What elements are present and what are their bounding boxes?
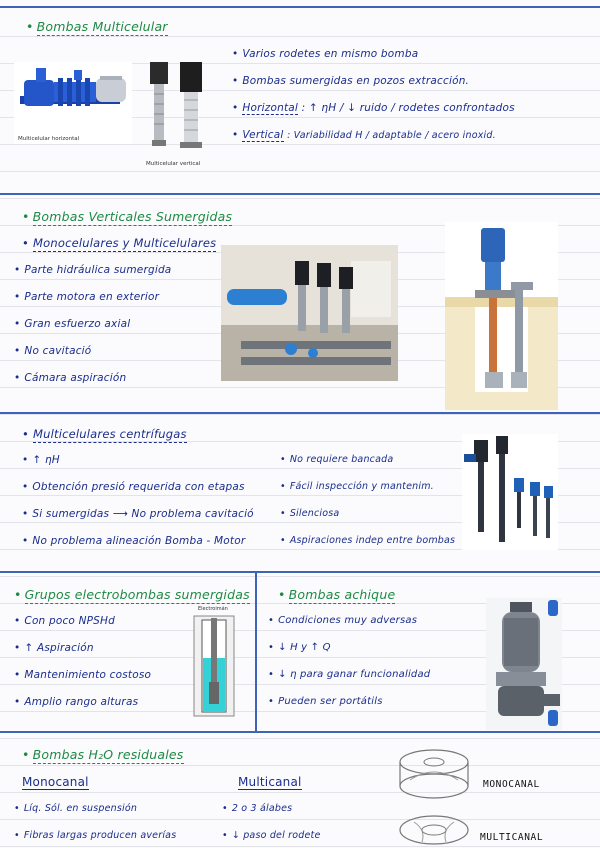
figure-caption: Multicelular vertical: [146, 161, 201, 167]
bullet-item: • Con poco NPSHd: [14, 615, 115, 627]
bullet-item: • ↓ H y ↑ Q: [268, 642, 331, 653]
monochannel-impeller-drawing: [396, 744, 472, 804]
drainage-pump-image: [486, 598, 562, 730]
bullet-item: • No cavitació: [14, 345, 92, 357]
section-divider: [0, 6, 600, 8]
figure-caption: Electroimán: [198, 606, 228, 612]
section-title: • Bombas achique: [278, 587, 396, 602]
figure-caption: Multicelular horizontal: [18, 136, 80, 142]
bullet-item: • No requiere bancada: [280, 454, 394, 465]
bullet-item: • Parte motora en exterior: [14, 291, 160, 303]
bullet-item: • ↑ ηH: [22, 454, 60, 466]
bullet-item: • Bombas sumergidas en pozos extracción.: [232, 75, 470, 87]
section-divider: [0, 193, 600, 195]
section-divider: [0, 731, 600, 733]
section-title: • Bombas H₂O residuales: [22, 747, 184, 762]
bullet-item: • Mantenimiento costoso: [14, 669, 152, 681]
bullet-item: • Varios rodetes en mismo bomba: [232, 48, 419, 60]
section-title: • Bombas Multicelular: [26, 19, 168, 34]
section-divider: [0, 571, 600, 573]
bullet-item: • ↓ η para ganar funcionalidad: [268, 669, 431, 680]
centrifugal-pumps-image: [462, 434, 558, 550]
vertical-submerged-pump-diagram: [445, 222, 558, 410]
monochannel-label: MONOCANAL: [483, 779, 540, 790]
bullet-item: • Amplio rango alturas: [14, 696, 139, 708]
bullet-item: • Si sumergidas ⟶ No problema cavitació: [22, 508, 254, 520]
section-title: • Multicelulares centrífugas: [22, 427, 187, 441]
bullet-item: • Pueden ser portátils: [268, 696, 383, 707]
pump-station-photo: [221, 245, 398, 381]
bullet-item: • Líq. Sól. en suspensión: [14, 803, 138, 814]
column-title: Monocanal: [22, 775, 89, 789]
bullet-item: • Condiciones muy adversas: [268, 615, 418, 626]
section-divider: [0, 412, 600, 414]
bullet-item: • Gran esfuerzo axial: [14, 318, 131, 330]
section-subtitle: • Monocelulares y Multicelulares: [22, 236, 217, 250]
horizontal-multistage-pump-image: [14, 62, 132, 144]
bullet-item: • Fibras largas producen averías: [14, 830, 177, 841]
bullet-item: • 2 o 3 álabes: [222, 803, 293, 814]
bullet-item: • Silenciosa: [280, 508, 340, 519]
submersible-borehole-diagram: [192, 606, 236, 718]
multichannel-label: MULTICANAL: [480, 832, 544, 843]
section-title: • Grupos electrobombas sumergidas: [14, 587, 250, 602]
bullet-item: • Cámara aspiración: [14, 372, 127, 384]
column-title: Multicanal: [238, 775, 302, 789]
bullet-item: • Horizontal : ↑ ηH / ↓ ruido / rodetes confrontados: [232, 102, 515, 114]
bullet-item: • Aspiraciones indep entre bombas: [280, 535, 456, 546]
column-divider: [255, 573, 257, 731]
bullet-item: • ↓ paso del rodete: [222, 830, 321, 841]
bullet-item: • No problema alineación Bomba - Motor: [22, 535, 246, 547]
multichannel-impeller-drawing: [396, 808, 472, 848]
vertical-multistage-pump-image: [146, 58, 212, 168]
bullet-item: • Parte hidráulica sumergida: [14, 264, 172, 276]
bullet-item: • Fácil inspección y mantenim.: [280, 481, 434, 492]
bullet-item: • ↑ Aspiración: [14, 642, 94, 654]
section-title: • Bombas Verticales Sumergidas: [22, 209, 233, 224]
bullet-item: • Vertical : Variabilidad H / adaptable / acero inoxid.: [232, 129, 496, 141]
bullet-item: • Obtención presió requerida con etapas: [22, 481, 245, 493]
